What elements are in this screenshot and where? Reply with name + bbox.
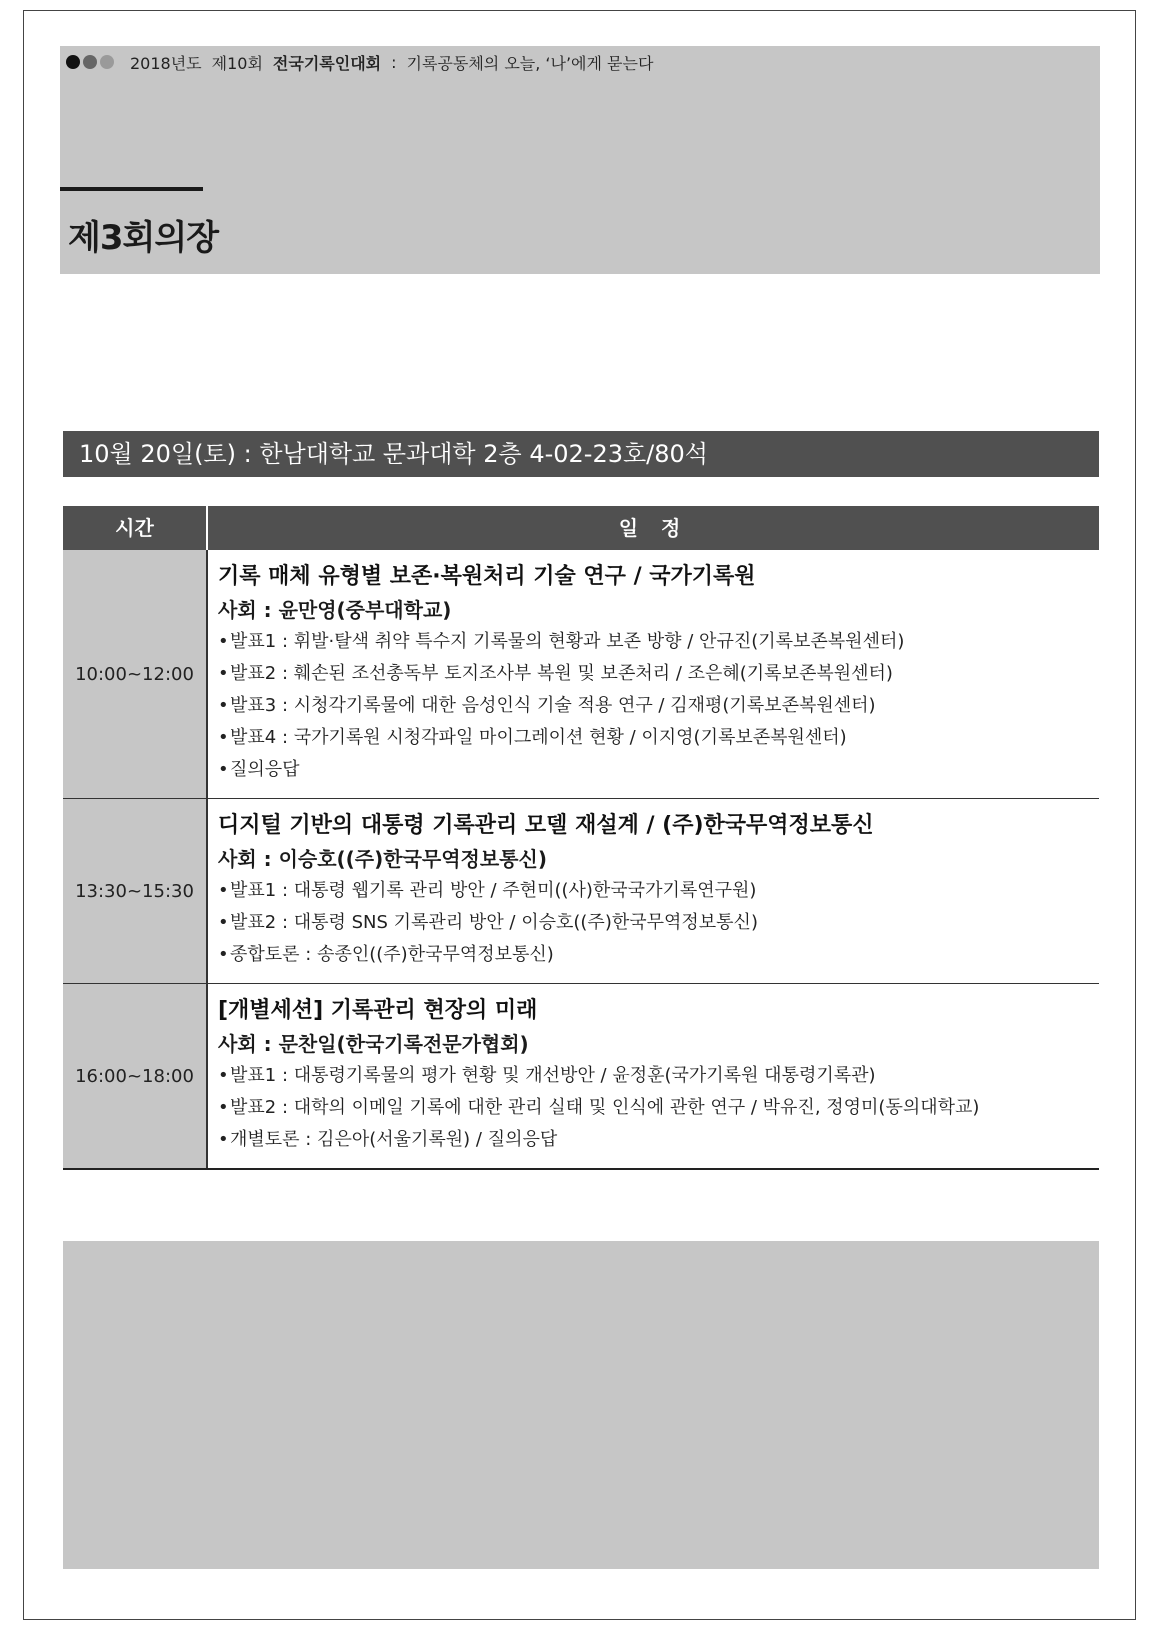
list-item-text: 종합토론 : 송종인((주)한국무역정보통신)	[230, 944, 554, 965]
header-separator: :	[391, 52, 397, 72]
schedule-table	[63, 506, 1099, 1170]
list-item	[218, 722, 1099, 754]
header-theme: 기록공동체의 오늘, ‘나’에게 묻는다	[406, 53, 654, 73]
list-item-text: 개별토론 : 김은아(서울기록원) / 질의응답	[230, 1129, 558, 1150]
session-body	[208, 984, 1099, 1168]
venue-title: 제3회의장	[68, 218, 219, 258]
list-item-text: 발표4 : 국가기록원 시청각파일 마이그레이션 현황 / 이지영(기록보존복원센터)	[230, 727, 847, 748]
list-item	[218, 875, 1099, 907]
date-bar: 10월 20일(토) : 한남대학교 문과대학 2층 4-02-23호/80석	[63, 431, 1099, 477]
list-item	[218, 658, 1099, 690]
session-title: [개별세션] 기록관리 현장의 미래	[218, 998, 538, 1023]
dots-icon	[66, 55, 114, 69]
list-item	[218, 1060, 1099, 1092]
session-title: 디지털 기반의 대통령 기록관리 모델 재설계 / (주)한국무역정보통신	[218, 813, 874, 838]
list-item-text: 발표1 : 대통령기록물의 평가 현황 및 개선방안 / 윤정훈(국가기록원 대통령기록관)	[230, 1065, 876, 1086]
list-item	[218, 1092, 1099, 1124]
bullet-icon: •	[218, 759, 229, 780]
time-column-header: 시간	[63, 506, 208, 550]
bullet-icon: •	[218, 663, 229, 684]
session-chair: 사회 : 이승호((주)한국무역정보통신)	[218, 847, 547, 871]
dot-icon	[100, 55, 114, 69]
list-item	[218, 754, 1099, 786]
session-body	[208, 799, 1099, 983]
session-time: 16:00~18:00	[63, 984, 208, 1168]
list-item-text: 발표3 : 시청각기록물에 대한 음성인식 기술 적용 연구 / 김재평(기록보존복원센터)	[230, 695, 876, 716]
bullet-icon: •	[218, 695, 229, 716]
schedule-header	[63, 506, 1099, 550]
list-item	[218, 626, 1099, 658]
session-body	[208, 550, 1099, 798]
list-item	[218, 907, 1099, 939]
session-time: 10:00~12:00	[63, 550, 208, 798]
running-head	[66, 48, 653, 76]
list-item	[218, 1124, 1099, 1156]
list-item-text: 발표2 : 대통령 SNS 기록관리 방안 / 이승호((주)한국무역정보통신)	[230, 912, 758, 933]
dot-icon	[66, 55, 80, 69]
list-item-text: 발표1 : 휘발·탈색 취약 특수지 기록물의 현황과 보존 방향 / 안규진(기록보존복원센터)	[230, 631, 905, 652]
list-item-text: 발표1 : 대통령 웹기록 관리 방안 / 주현미((사)한국국가기록연구원)	[230, 880, 757, 901]
list-item-text: 발표2 : 훼손된 조선총독부 토지조사부 복원 및 보존처리 / 조은혜(기록보존복원센터)	[230, 663, 893, 684]
list-item	[218, 939, 1099, 971]
session-chair: 사회 : 문찬일(한국기록전문가협회)	[218, 1032, 529, 1056]
list-item-text: 질의응답	[230, 759, 300, 780]
bullet-icon: •	[218, 631, 229, 652]
header-year: 2018년도	[130, 53, 202, 73]
header-edition: 제10회	[211, 53, 263, 73]
bullet-icon: •	[218, 1097, 229, 1118]
dot-icon	[83, 55, 97, 69]
bullet-icon: •	[218, 727, 229, 748]
bullet-icon: •	[218, 880, 229, 901]
header-event: 전국기록인대회	[272, 53, 382, 73]
table-row	[63, 799, 1099, 984]
schedule-column-header: 일 정	[618, 516, 689, 540]
list-item	[218, 690, 1099, 722]
title-rule	[60, 187, 203, 191]
session-time: 13:30~15:30	[63, 799, 208, 983]
footer-band	[63, 1241, 1099, 1569]
bullet-icon: •	[218, 912, 229, 933]
bullet-icon: •	[218, 944, 229, 965]
session-chair: 사회 : 윤만영(중부대학교)	[218, 598, 452, 622]
bullet-icon: •	[218, 1065, 229, 1086]
session-title: 기록 매체 유형별 보존·복원처리 기술 연구 / 국가기록원	[218, 564, 756, 589]
table-row	[63, 550, 1099, 799]
table-row	[63, 984, 1099, 1170]
list-item-text: 발표2 : 대학의 이메일 기록에 대한 관리 실태 및 인식에 관한 연구 / 박유진, 정영미(동의대학교)	[230, 1097, 980, 1118]
bullet-icon: •	[218, 1129, 229, 1150]
